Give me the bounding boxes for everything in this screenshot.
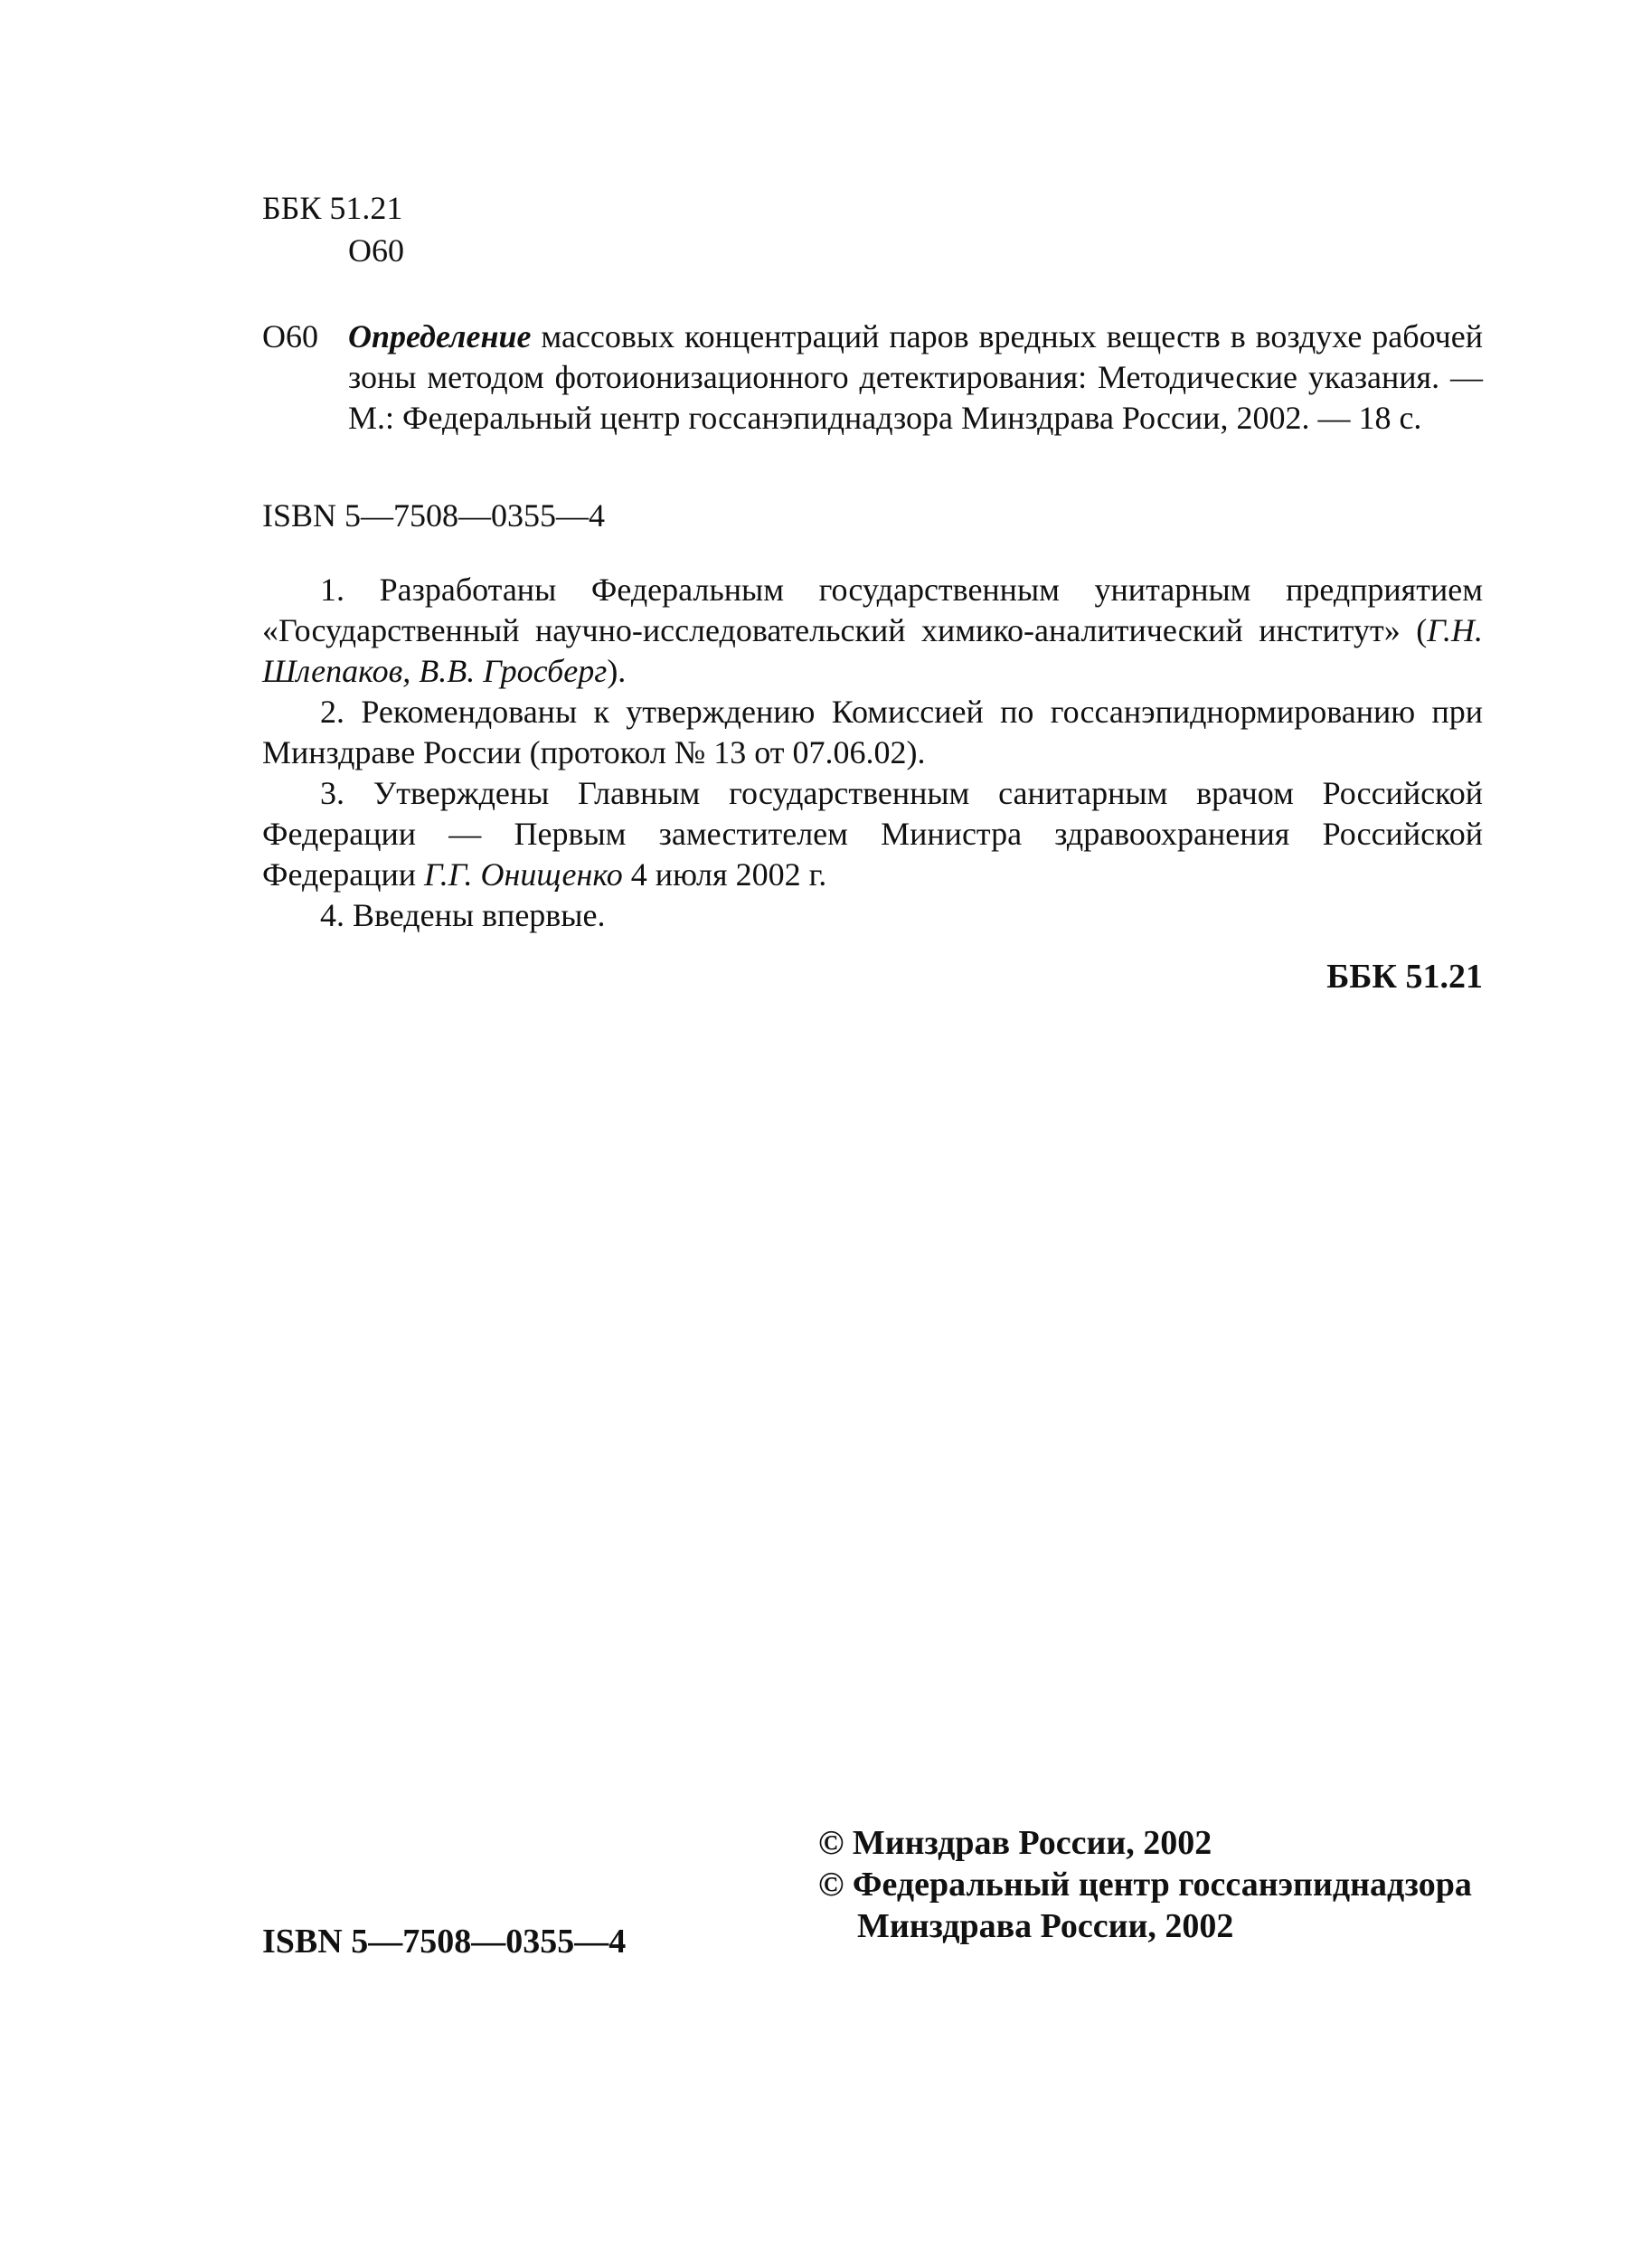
item3-name: Г.Г. Онищенко (424, 856, 623, 893)
bbk-header: ББК 51.21 (262, 190, 403, 226)
entry-description: массовых концентраций паров вредных веществ в воздухе рабочей зоны методом фотоионизационного детектирования: Методические указания. — М.: Федеральный центр госсанэпиднадзора Минздрава России, 2002. — 18 с. (348, 318, 1483, 436)
isbn-line: ISBN 5—7508—0355—4 (262, 497, 606, 534)
bibliographic-entry (348, 317, 1483, 439)
bibliography-code: О60 (262, 318, 318, 354)
item3-text-end: 4 июля 2002 г. (622, 856, 827, 893)
entry-title: Определение (348, 318, 532, 354)
imprint-item-3 (262, 773, 1483, 895)
imprint-item-1 (262, 570, 1483, 692)
item3-text: 3. Утверждены Главным государственным санитарным врачом Российской Федерации — Первым заместителем Министра здравоохранения Российской Федерации (262, 775, 1483, 893)
copyright-line-2: © Федеральный центр госсанэпиднадзора (818, 1866, 1472, 1904)
item1-text-end: ). (607, 653, 627, 689)
copyright-line-3: Минздрава России, 2002 (857, 1907, 1234, 1945)
classification-code: О60 (348, 232, 404, 269)
item4-text: 4. Введены впервые. (320, 897, 606, 933)
isbn-footer: ISBN 5—7508—0355—4 (262, 1923, 627, 1961)
item1-text: 1. Разработаны Федеральным государственным унитарным предприятием «Государственный научно-исследовательский химико-аналитический институт» ( (262, 572, 1483, 648)
imprint-item-4 (262, 895, 1483, 936)
bbk-right: ББК 51.21 (1326, 958, 1483, 996)
copyright-line-1: © Минздрав России, 2002 (818, 1824, 1212, 1862)
imprint-item-2 (262, 692, 1483, 773)
item1-authors: Г.Н. Шлепаков, В.В. Гросберг (262, 612, 1483, 689)
item2-text: 2. Рекомендованы к утверждению Комиссией по госсанэпиднормированию при Минздраве России (протокол № 13 от 07.06.02). (262, 694, 1483, 770)
